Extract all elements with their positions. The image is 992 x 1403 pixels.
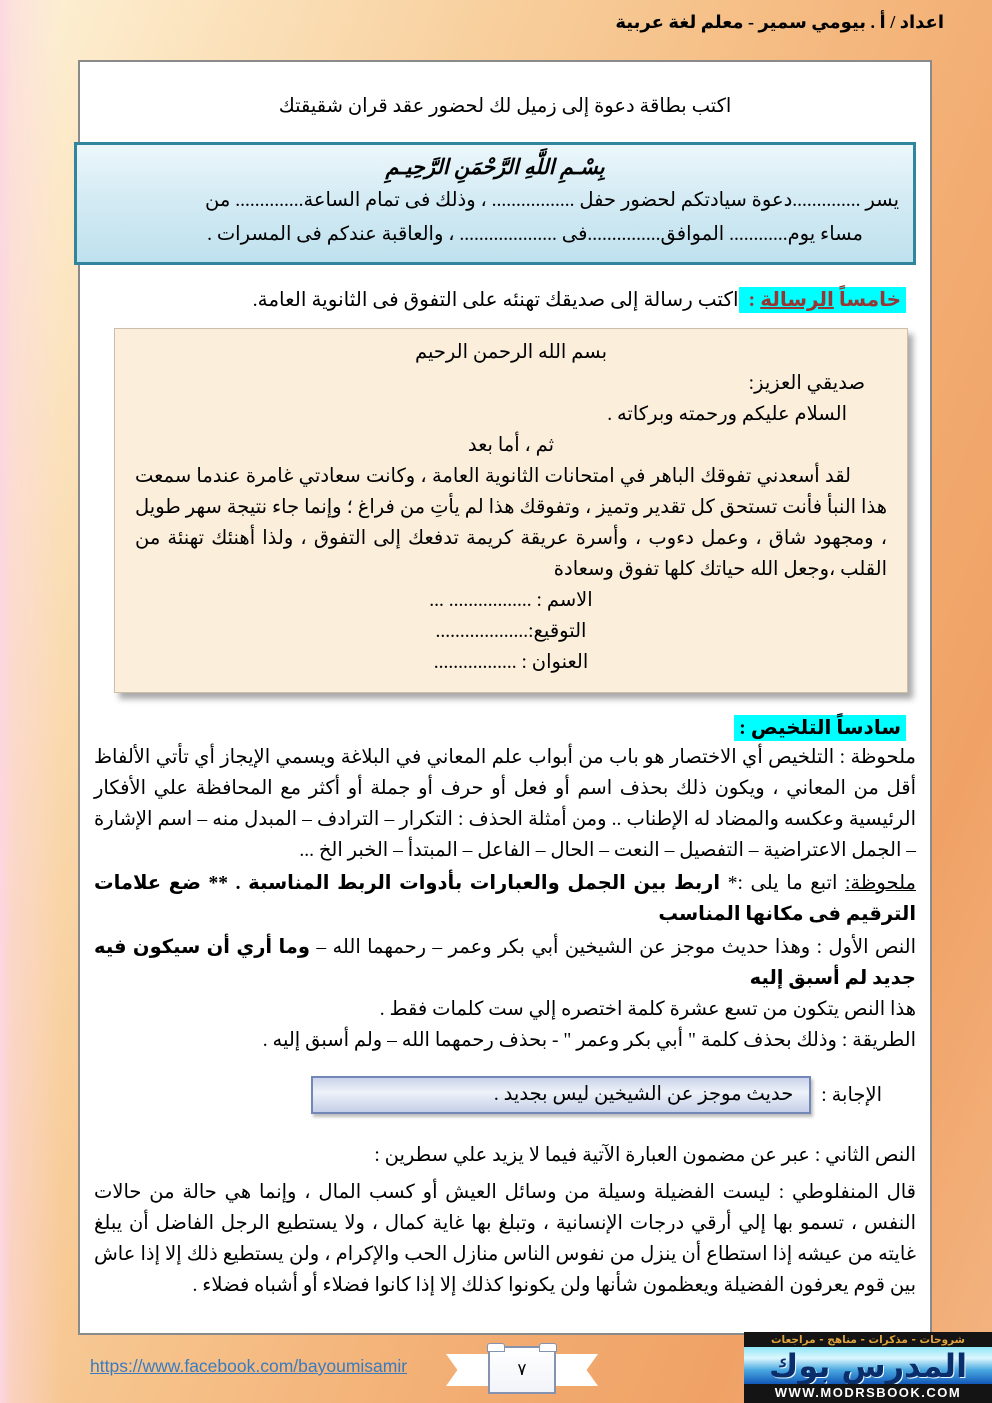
letter-box <box>114 328 908 693</box>
logo-title: المدرس بوك <box>768 1346 968 1385</box>
letter-bismillah: بسم الله الرحمن الرحيم <box>414 342 608 363</box>
page-number-ribbon <box>446 1344 598 1398</box>
punctuation-note-paragraph <box>94 868 916 930</box>
facebook-link[interactable]: https://www.facebook.com/bayoumisamir <box>90 1356 408 1376</box>
logo-main-area <box>744 1347 992 1384</box>
section5-heading-line <box>92 287 906 312</box>
invitation-task-line: اكتب بطاقة دعوة إلى زميل لك لحضور عقد قران شقيقتك <box>278 96 732 117</box>
ribbon-left-tail-icon <box>446 1354 490 1386</box>
answer-row <box>92 1076 882 1114</box>
logo-tagline: شروحات - مذكرات - مناهج - مراجعات <box>770 1334 965 1346</box>
letter-body: لقد أسعدني تفوقك الباهر في امتحانات الثانوية العامة ، وكانت سعادتي غامرة عندما سمعت هذا النبأ فأنت تستحق كل تقدير وتميز ، وتفوقك هذا لم يأتِ من فراغ ؛ وإنما جاء نتيجة سهر طويل ، ومجهود شاق ، وعمل دءوب ، وأسرة عريقة كريمة تدفعك إلى التفوق ، ولذا أهنئك تهنئة من القلب ،وجعل الله حياتك كلها تفوق وسعادة <box>135 466 887 580</box>
section5-task: اكتب رسالة إلى صديقك تهنئه على التفوق فى الثانوية العامة. <box>252 289 739 311</box>
invitation-line-2: مساء يوم............ الموافق...............فى .................... ، والعاقبة عندكم فى المسرات . <box>207 224 863 245</box>
letter-then-line: ثم ، أما بعد <box>467 435 555 456</box>
second-text-label: النص الثاني : <box>814 1145 916 1166</box>
page-number: ٧ <box>488 1346 556 1394</box>
letter-greeting: صديقي العزيز: <box>748 373 865 394</box>
logo-website: WWW.MODRSBOOK.COM <box>744 1384 992 1403</box>
invitation-bismillah: بِسْـمِ اللَّهِ الرَّحْمَنِ الرَّحِيـمِ <box>385 155 605 179</box>
letter-salam: السلام عليكم ورحمته وبركاته . <box>607 404 847 425</box>
summary-note-paragraph <box>94 742 916 866</box>
punctuation-note-mid: اتبع ما يلى :* <box>720 873 846 894</box>
section5-title-part2: الرسالة <box>760 289 834 311</box>
section6-heading-line <box>92 715 906 740</box>
section5-title-part1: خامساً <box>833 289 901 311</box>
answer-label: الإجابة : <box>821 1085 882 1106</box>
manfaluti-quote: قال المنفلوطي : ليست الفضيلة وسيلة من وسائل العيش أو كسب المال ، وإنما هي حالة من حالات النفس ، تسمو بها إلي أرقي درجات الإنسانية ، وتبلغ بها غاية كمال ، ولا يستطيع الرجل الفاضل أن يبلغ غايته من عيشه إذا استطاع أن ينزل من نفوس الناس منازل الحب والإكرام ، ولن يستطيع ذلك إلا إذا عاش بين قوم يعرفون الفضيلة ويعظمون شأنها ولن يكونوا كذلك إلا إذا كانوا فضلاء أو أشباه فضلاء . <box>94 1182 916 1296</box>
summary-note-text: التلخيص أي الاختصار هو باب من أبواب علم المعاني في البلاغة ويسمي الإيجاز أي تأتي الألفاظ أقل من المعاني ، ويكون ذلك بحذف اسم أو فعل أو حرف أو جملة أو أكثر مع المحافظة علي الأفكار الرئيسية وعكسه والمضاد له الإطناب .. ومن أمثلة الحذف : التكرار – الترادف – المبدل منه – اسم الإشارة – الجمل الاعتراضية – التفصيل – النعت – الحال – الفاعل – المبتدأ – الخبر الخ ... <box>94 747 916 861</box>
header-credit: اعداد / أ . بيومي سمير - معلم لغة عربية <box>615 12 944 32</box>
ribbon-right-tail-icon <box>554 1354 598 1386</box>
first-text-body: وهذا حديث موجز عن الشيخين أبي بكر وعمر – رحمهما الله – <box>310 937 817 958</box>
word-count-line: هذا النص يتكون من تسع عشرة كلمة اختصره إلي ست كلمات فقط . <box>379 999 916 1020</box>
worksheet-sheet <box>78 60 932 1335</box>
letter-address-line: العنوان : ................. <box>433 652 589 673</box>
punctuation-note-bold: اربط بين الجمل والعبارات بأدوات الربط المناسبة . ** ضع علامات الترقيم فى مكانها المناسب <box>94 873 916 925</box>
section6-title-highlight: سادساً التلخيص : <box>734 715 906 741</box>
second-text-task: عبر عن مضمون العبارة الآتية فيما لا يزيد علي سطرين : <box>374 1145 815 1166</box>
second-text-line <box>94 1140 916 1171</box>
letter-signature-line: التوقيع:................... <box>435 621 587 642</box>
letter-name-line: الاسم : ................. ... <box>429 590 593 611</box>
section5-title-highlight <box>739 287 906 313</box>
method-line: الطريقة : وذلك بحذف كلمة " أبي بكر وعمر " - بحذف رحمهما الله – ولم أسبق إليه . <box>262 1030 916 1051</box>
first-text-bold: وما أري أن سيكون فيه جديد لم أسبق إليه <box>94 937 916 989</box>
answer-box: حديث موجز عن الشيخين ليس بجديد . <box>311 1076 811 1114</box>
invitation-card-box <box>74 142 916 265</box>
section5-title-colon: : <box>743 289 761 311</box>
modrsbook-logo <box>744 1332 992 1403</box>
punctuation-note-label: ملحوظة: <box>845 873 916 894</box>
summary-note-label: ملحوظة : <box>839 747 916 768</box>
first-text-label: النص الأول : <box>816 937 916 958</box>
first-text-paragraph <box>94 932 916 994</box>
invitation-line-1: يسر ..............دعوة سيادتكم لحضور حفل ................. ، وذلك فى تمام الساعة.............. من <box>205 190 899 211</box>
